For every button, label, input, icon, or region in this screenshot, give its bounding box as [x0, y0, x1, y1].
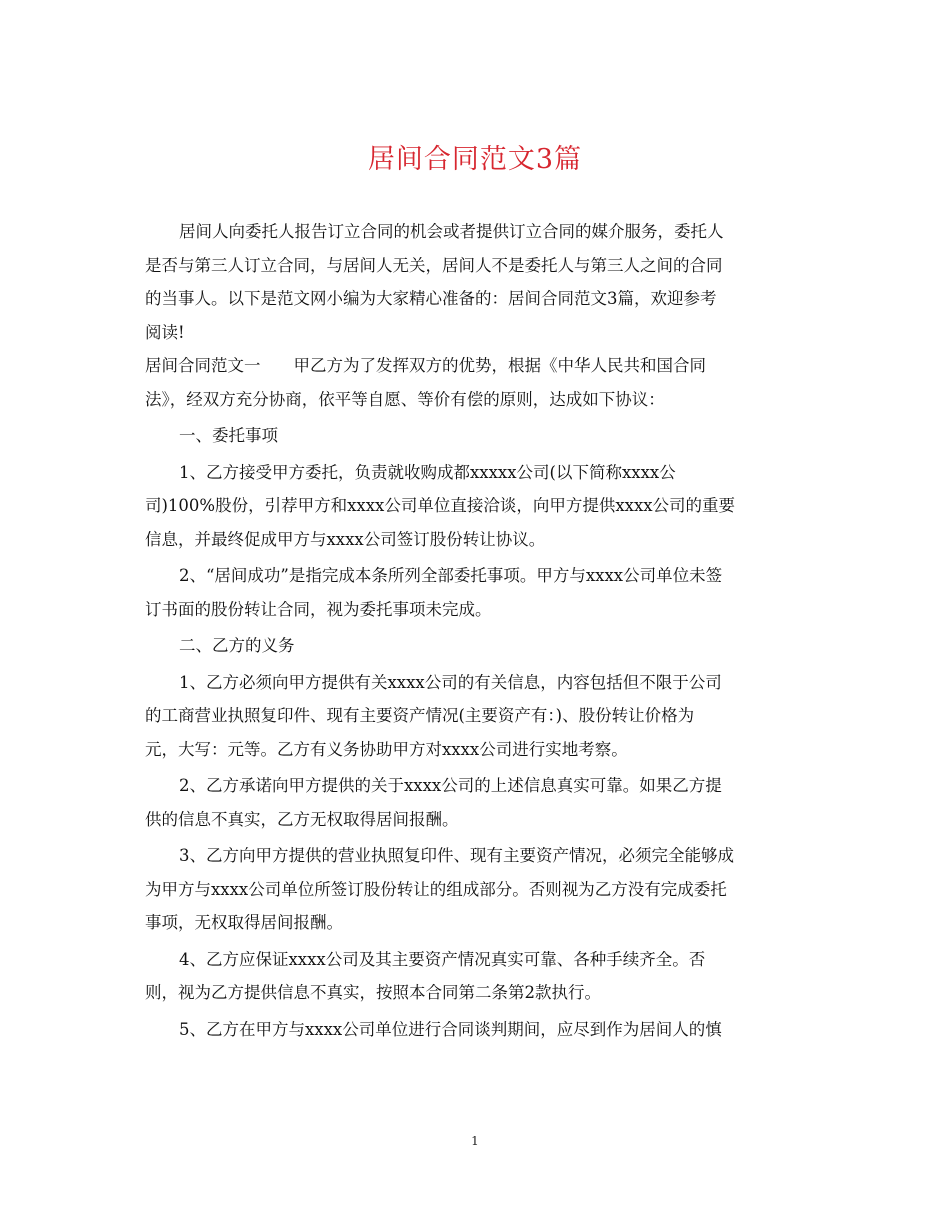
text-line: 订书面的股份转让合同，视为委托事项未完成。: [145, 599, 492, 619]
text-line: 司)100%股份，引荐甲方和xxxx公司单位直接洽谈，向甲方提供xxxx公司的重要: [145, 496, 736, 515]
text-line: 3、乙方向甲方提供的营业执照复印件、现有主要资产情况，必须完全能够成: [179, 846, 734, 865]
intro-paragraph: [145, 215, 805, 349]
clause-2-4: [145, 943, 805, 1010]
clause-1-2: [145, 559, 805, 626]
text-line: 则，视为乙方提供信息不真实，按照本合同第二条第2款执行。: [145, 983, 601, 1002]
text-line: 事项，无权取得居间报酬。: [145, 913, 343, 932]
text-line: 的工商营业执照复印件、现有主要资产情况(主要资产有：)、股份转让价格为: [145, 706, 695, 725]
text-line: 居间人向委托人报告订立合同的机会或者提供订立合同的媒介服务，委托人: [179, 222, 724, 241]
text-line: 信息，并最终促成甲方与xxxx公司签订股份转让协议。: [145, 529, 546, 549]
document-body: [145, 215, 805, 1046]
text-line: 1、乙方必须向甲方提供有关xxxx公司的有关信息，内容包括但不限于公司: [179, 672, 722, 692]
text-line: 4、乙方应保证xxxx公司及其主要资产情况真实可靠、各种手续齐全。否: [179, 949, 706, 969]
text-line: 元，大写：元等。乙方有义务协助甲方对xxxx公司进行实地考察。: [145, 739, 628, 759]
text-line: 的当事人。以下是范文网小编为大家精心准备的：居间合同范文3篇，欢迎参考: [145, 289, 717, 308]
document-title: 居间合同范文3篇: [367, 144, 583, 175]
text-line: 是否与第三人订立合同，与居间人无关，居间人不是委托人与第三人之间的合同: [145, 255, 723, 275]
text-line: 法》，经双方充分协商，依平等自愿、等价有偿的原则，达成如下协议：: [145, 389, 665, 409]
section-heading-entrusted-matters: [145, 419, 805, 453]
text-line: 供的信息不真实，乙方无权取得居间报酬。: [145, 809, 459, 829]
clause-2-5: [145, 1013, 805, 1047]
text-line: 阅读!: [145, 322, 185, 342]
section-heading: 二、乙方的义务: [179, 636, 295, 655]
text-line: 2、“居间成功”是指完成本条所列全部委托事项。甲方与xxxx公司单位未签: [179, 566, 723, 585]
clause-1-1: [145, 456, 805, 557]
clause-2-2: [145, 769, 805, 836]
contract-one-intro: [145, 349, 805, 416]
section-heading-party-b-obligations: [145, 629, 805, 663]
text-line: 1、乙方接受甲方委托，负责就收购成都xxxxx公司(以下简称xxxx公: [179, 462, 676, 482]
text-line: 5、乙方在甲方与xxxx公司单位进行合同谈判期间，应尽到作为居间人的慎: [179, 1019, 722, 1039]
text-line: 居间合同范文一 甲乙方为了发挥双方的优势，根据《中华人民共和国合同: [145, 356, 706, 375]
clause-2-3: [145, 839, 805, 940]
section-heading: 一、委托事项: [179, 426, 278, 445]
text-line: 为甲方与xxxx公司单位所签订股份转让的组成部分。否则视为乙方没有完成委托: [145, 879, 727, 899]
clause-2-1: [145, 666, 805, 767]
text-line: 2、乙方承诺向甲方提供的关于xxxx公司的上述信息真实可靠。如果乙方提: [179, 776, 722, 795]
page-number: 1: [471, 1134, 479, 1148]
